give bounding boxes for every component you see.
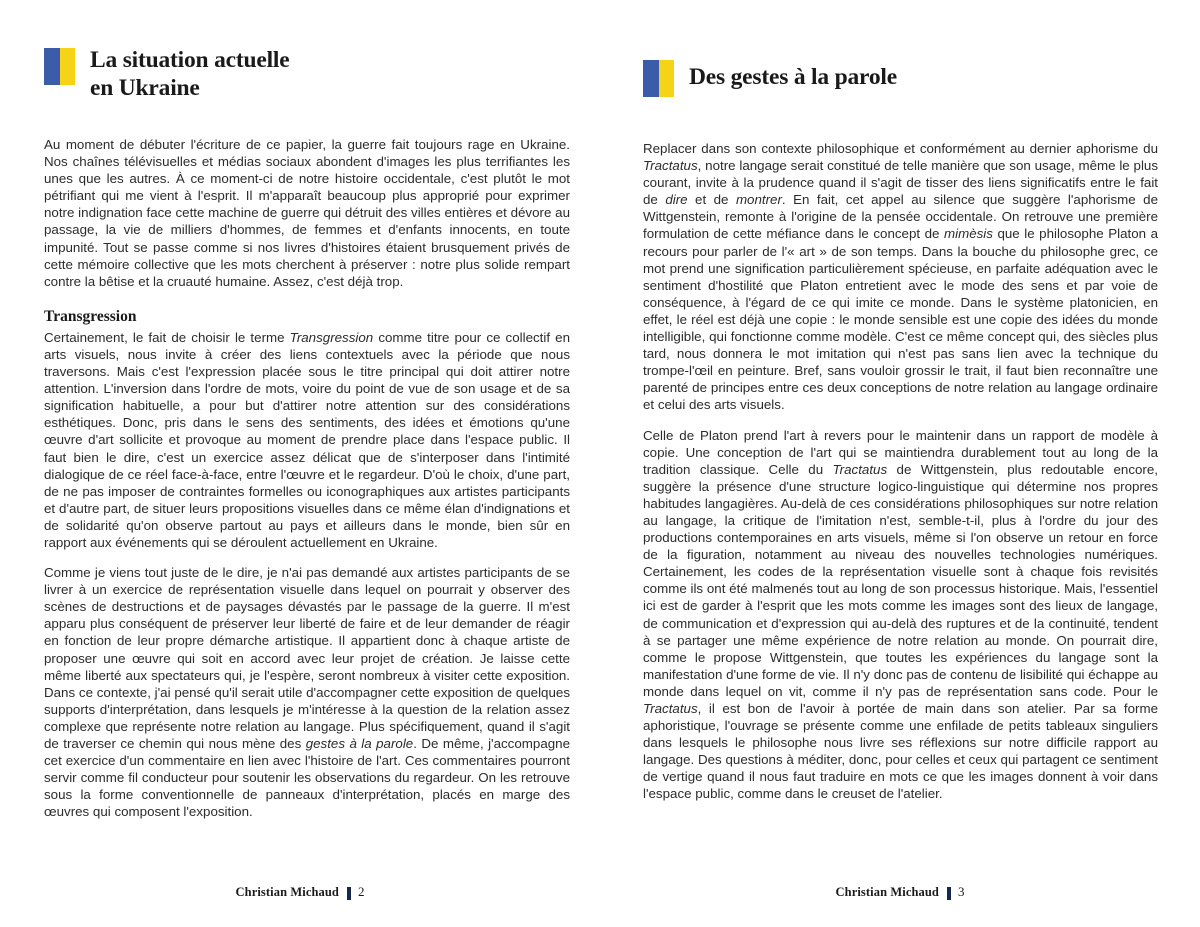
footer-divider-bar-icon: [347, 887, 351, 900]
subheading-transgression: Transgression: [44, 307, 137, 325]
page-title-left-line1: La situation actuelle: [90, 47, 290, 73]
r-para2-text-a: Celle de Platon prend l'art à revers pour le maintenir dans un rapport de modèle à copie. Une conception de l'art qui se maintiendra durablement tout au long de la tradition classique. Celle du: [643, 427, 1158, 477]
r-para2-italic-tractatus-1: Tractatus: [832, 461, 888, 477]
flag-blue-bar: [643, 60, 659, 97]
r-para2-text-b: de Wittgenstein, plus redoutable encore, suggère la présence d'une structure logico-linguistique qui détermine nos propres habitudes langagières. Au-delà de ces considérations philosophiques sur notre relation au langage, la critique de l'imitation n'est, semble-t-il, plus à l'ordre du jour des productions contemporaines en arts visuels, même si l'on observe un retour en force de la figuration, notamment au niveau des nouvelles technologies numériques. Certainement, les codes de la représentation visuelle sont à chaque fois revisités comme ils ont été malmenés tout au long de son processus historique. Mais, l'essentiel ici est de garder à l'esprit que les mots comme les images sont des lieux de langage, de communication et d'expression qui au-delà des ruptures et de la continuité, tendent à se partager une même expérience de notre relation au monde. On pourrait dire, comme le propose Wittgenstein, que toutes les expériences du langage sont la manifestation d'une forme de vie. Il n'y donc pas de contenu de lisibilité qui échappe au monde dans lequel on vit, comme il n'y pas de représentation sans code. Pour le: [643, 461, 1158, 699]
para2-text-a: Certainement, le fait de choisir le terme: [44, 329, 290, 345]
chapter-header-right: [643, 0, 1158, 108]
r-para1-text-a: Replacer dans son contexte philosophique et conformément au dernier aphorisme du: [643, 141, 1158, 156]
footer-author-name: Christian Michaud: [235, 884, 339, 899]
r-para1-text-d: . En fait, cet appel au silence que suggère l'aphorisme de Wittgenstein, remonte à l'origine de la pensée occidentale. On retrouve une première formulation de cette méfiance dans le concept de: [643, 192, 1159, 242]
para3-text-b: . De même, j'accompagne cet exercice d'un commentaire en lien avec l'histoire de l'art. Ces commentaires pourront servir comme fil conducteur pour soutenir les observations du regardeur. On les retrouve sous la forme conventionnelle de panneaux d'interprétation, placés en marge des œuvres qui composent l'exposition.: [44, 736, 571, 820]
r-para1-italic-dire: dire: [665, 192, 688, 208]
r-para1-italic-mimesis: mimèsis: [944, 226, 993, 242]
body-column-right: [643, 140, 1158, 803]
para3-italic-gestes: gestes à la parole: [305, 736, 414, 752]
page-title-right: Des gestes à la parole: [689, 63, 897, 90]
paragraph-tractatus: [643, 140, 1158, 414]
paragraph-artistes: [44, 564, 570, 820]
chapter-header-left: [44, 0, 570, 108]
r-para1-text-b: , notre langage serait constitué de telle manière que son usage, même le plus courant, invite à la prudence quand il s'agit de tisser des liens significatifs entre le fait de: [643, 158, 1158, 208]
page-title-left-line2: en Ukraine: [90, 74, 200, 101]
paragraph-transgression: [44, 329, 570, 551]
page-number: 3: [957, 884, 965, 899]
page-number: 2: [357, 884, 365, 899]
paragraph-platon: [643, 427, 1158, 803]
page-footer-left: [0, 884, 614, 900]
r-para2-text-c: , il est bon de l'avoir à portée de main dans son atelier. Par sa forme aphoristique, l'ouvrage se présente comme une enfilade de petits tableaux singuliers dans lesquels le philosophe nous livre ses réflexions sur notre difficile rapport au langage. Des questions à méditer, donc, pour celles et ceux qui partagent ce sentiment de vertige quand il nous faut traduire en mots ce que les images donnent à voir dans l'espace public, comme dans le creuset de l'atelier.: [643, 701, 1158, 802]
para3-text-a: Comme je viens tout juste de le dire, je n'ai pas demandé aux artistes participants de se livrer à un exercice de représentation visuelle dans lequel on pourrait y observer des scènes de destructions et de paysages dévastés par le passage de la guerre. Il m'est apparu plus conséquent de préserver leur liberté de faire et de leur demander de réagir en fonction de leur propre démarche artistique. Il appartient donc à chaque artiste de proposer une œuvre qui soit en accord avec leur projet de création. Je laisse cette même liberté aux spectateurs qui, je l'espère, seront nombreux à visiter cette exposition. Dans ce contexte, j'ai pensé qu'il serait utile d'accompagner cette exposition de quelques supports d'interprétation, dans lesquels je m'intéresse à la question de la relation assez complexe que représente notre relation au langage. Plus spécifiquement, quand il s'agit de traverser ce chemin qui nous mène des: [44, 565, 570, 752]
para2-italic-transgression: Transgression: [289, 329, 374, 345]
flag-yellow-bar: [659, 60, 675, 97]
ukraine-flag-icon: [643, 60, 674, 97]
body-column-left: [44, 136, 570, 821]
r-para1-text-c: et de: [687, 192, 736, 208]
footer-author-name: Christian Michaud: [835, 884, 939, 899]
page-title-left: [90, 46, 289, 102]
footer-divider-bar-icon: [947, 887, 951, 900]
page-footer-right: [600, 884, 1200, 900]
flag-blue-bar: [44, 48, 60, 85]
r-para2-italic-tractatus-2: Tractatus: [643, 701, 698, 716]
paragraph-intro: Au moment de débuter l'écriture de ce papier, la guerre fait toujours rage en Ukraine. Nos chaînes télévisuelles et médias sociaux abondent d'images les plus terrifiantes les unes que les autres. À ce moment-ci de notre histoire occidentale, c'est plutôt le mot pétrifiant qui me vient à l'esprit. Il m'apparaît beaucoup plus approprié pour exprimer notre indignation face cette machine de guerre qui détruit des villes entières et dévore au passage, la vie de milliers d'hommes, de femmes et d'enfants innocents, en toute impunité. Tout se passe comme si nos livres d'histoires étaient brusquement privés de cette mémoire collective que les mots cherchent à préserver : notre plus solide rempart contre la bêtise et la cruauté humaine. Assez, c'est déjà trop.: [44, 137, 570, 289]
para2-text-b: comme titre pour ce collectif en arts visuels, nous invite à créer des liens contextuels avec la période que nous traversons. Mais c'est l'expression placée sous le titre principal qui doit attirer notre attention. L'inversion dans l'ordre de mots, voire du point de vue de son usage et de sa signification habituelle, a pour but d'attirer notre attention sur des considérations esthétiques. Donc, pris dans le sens des sentiments, des idées et émotions qu'une œuvre d'art sollicite et provoque au moment de prendre place dans l'espace public. Il faut bien le dire, c'est un exercice assez délicat que de s'interposer dans l'intimité dialogique de ce réel face-à-face, entre l'œuvre et le regardeur. D'où le choix, d'une part, de ne pas imposer de contraintes formelles ou iconographiques aux artistes participants et d'autre part, de situer leurs propositions visuelles dans ce même élan d'indignations et de solidarité qu'on observe partout au pays et ailleurs dans le monde, bien sûr en rapport aux événements qui se déroulent actuellement en Ukraine.: [44, 329, 570, 551]
ukraine-flag-icon: [44, 48, 75, 85]
r-para1-italic-montrer: montrer: [735, 192, 782, 208]
flag-yellow-bar: [60, 48, 76, 85]
r-para1-text-e: que le philosophe Platon a recours pour parler de l'« art » de son temps. Dans la bouche du philosophe grec, ce mot prend une signification particulièrement spécieuse, en parfaite adéquation avec le sentiment d'hostilité que Platon entretient avec le mode des sens et par voie de conséquence, à l'égard de ce qui imite ce monde. Dans le système platonicien, en effet, le réel est déjà une copie : le monde sensible est une copie des idées du monde intelligible, qui fonctionne comme modèle. C'est ce même concept qui, des siècles plus tard, nous donnera le mot imitation qui n'est pas sans lien avec la technique du trompe-l'œil en peinture. Bref, sans vouloir grossir le trait, il faut bien reconnaître une parenté de principes entre ces deux conceptions de notre relation au langage ordinaire et celui des arts visuels.: [643, 226, 1158, 413]
r-para1-italic-tractatus: Tractatus: [643, 158, 698, 174]
page-right: [600, 0, 1200, 927]
